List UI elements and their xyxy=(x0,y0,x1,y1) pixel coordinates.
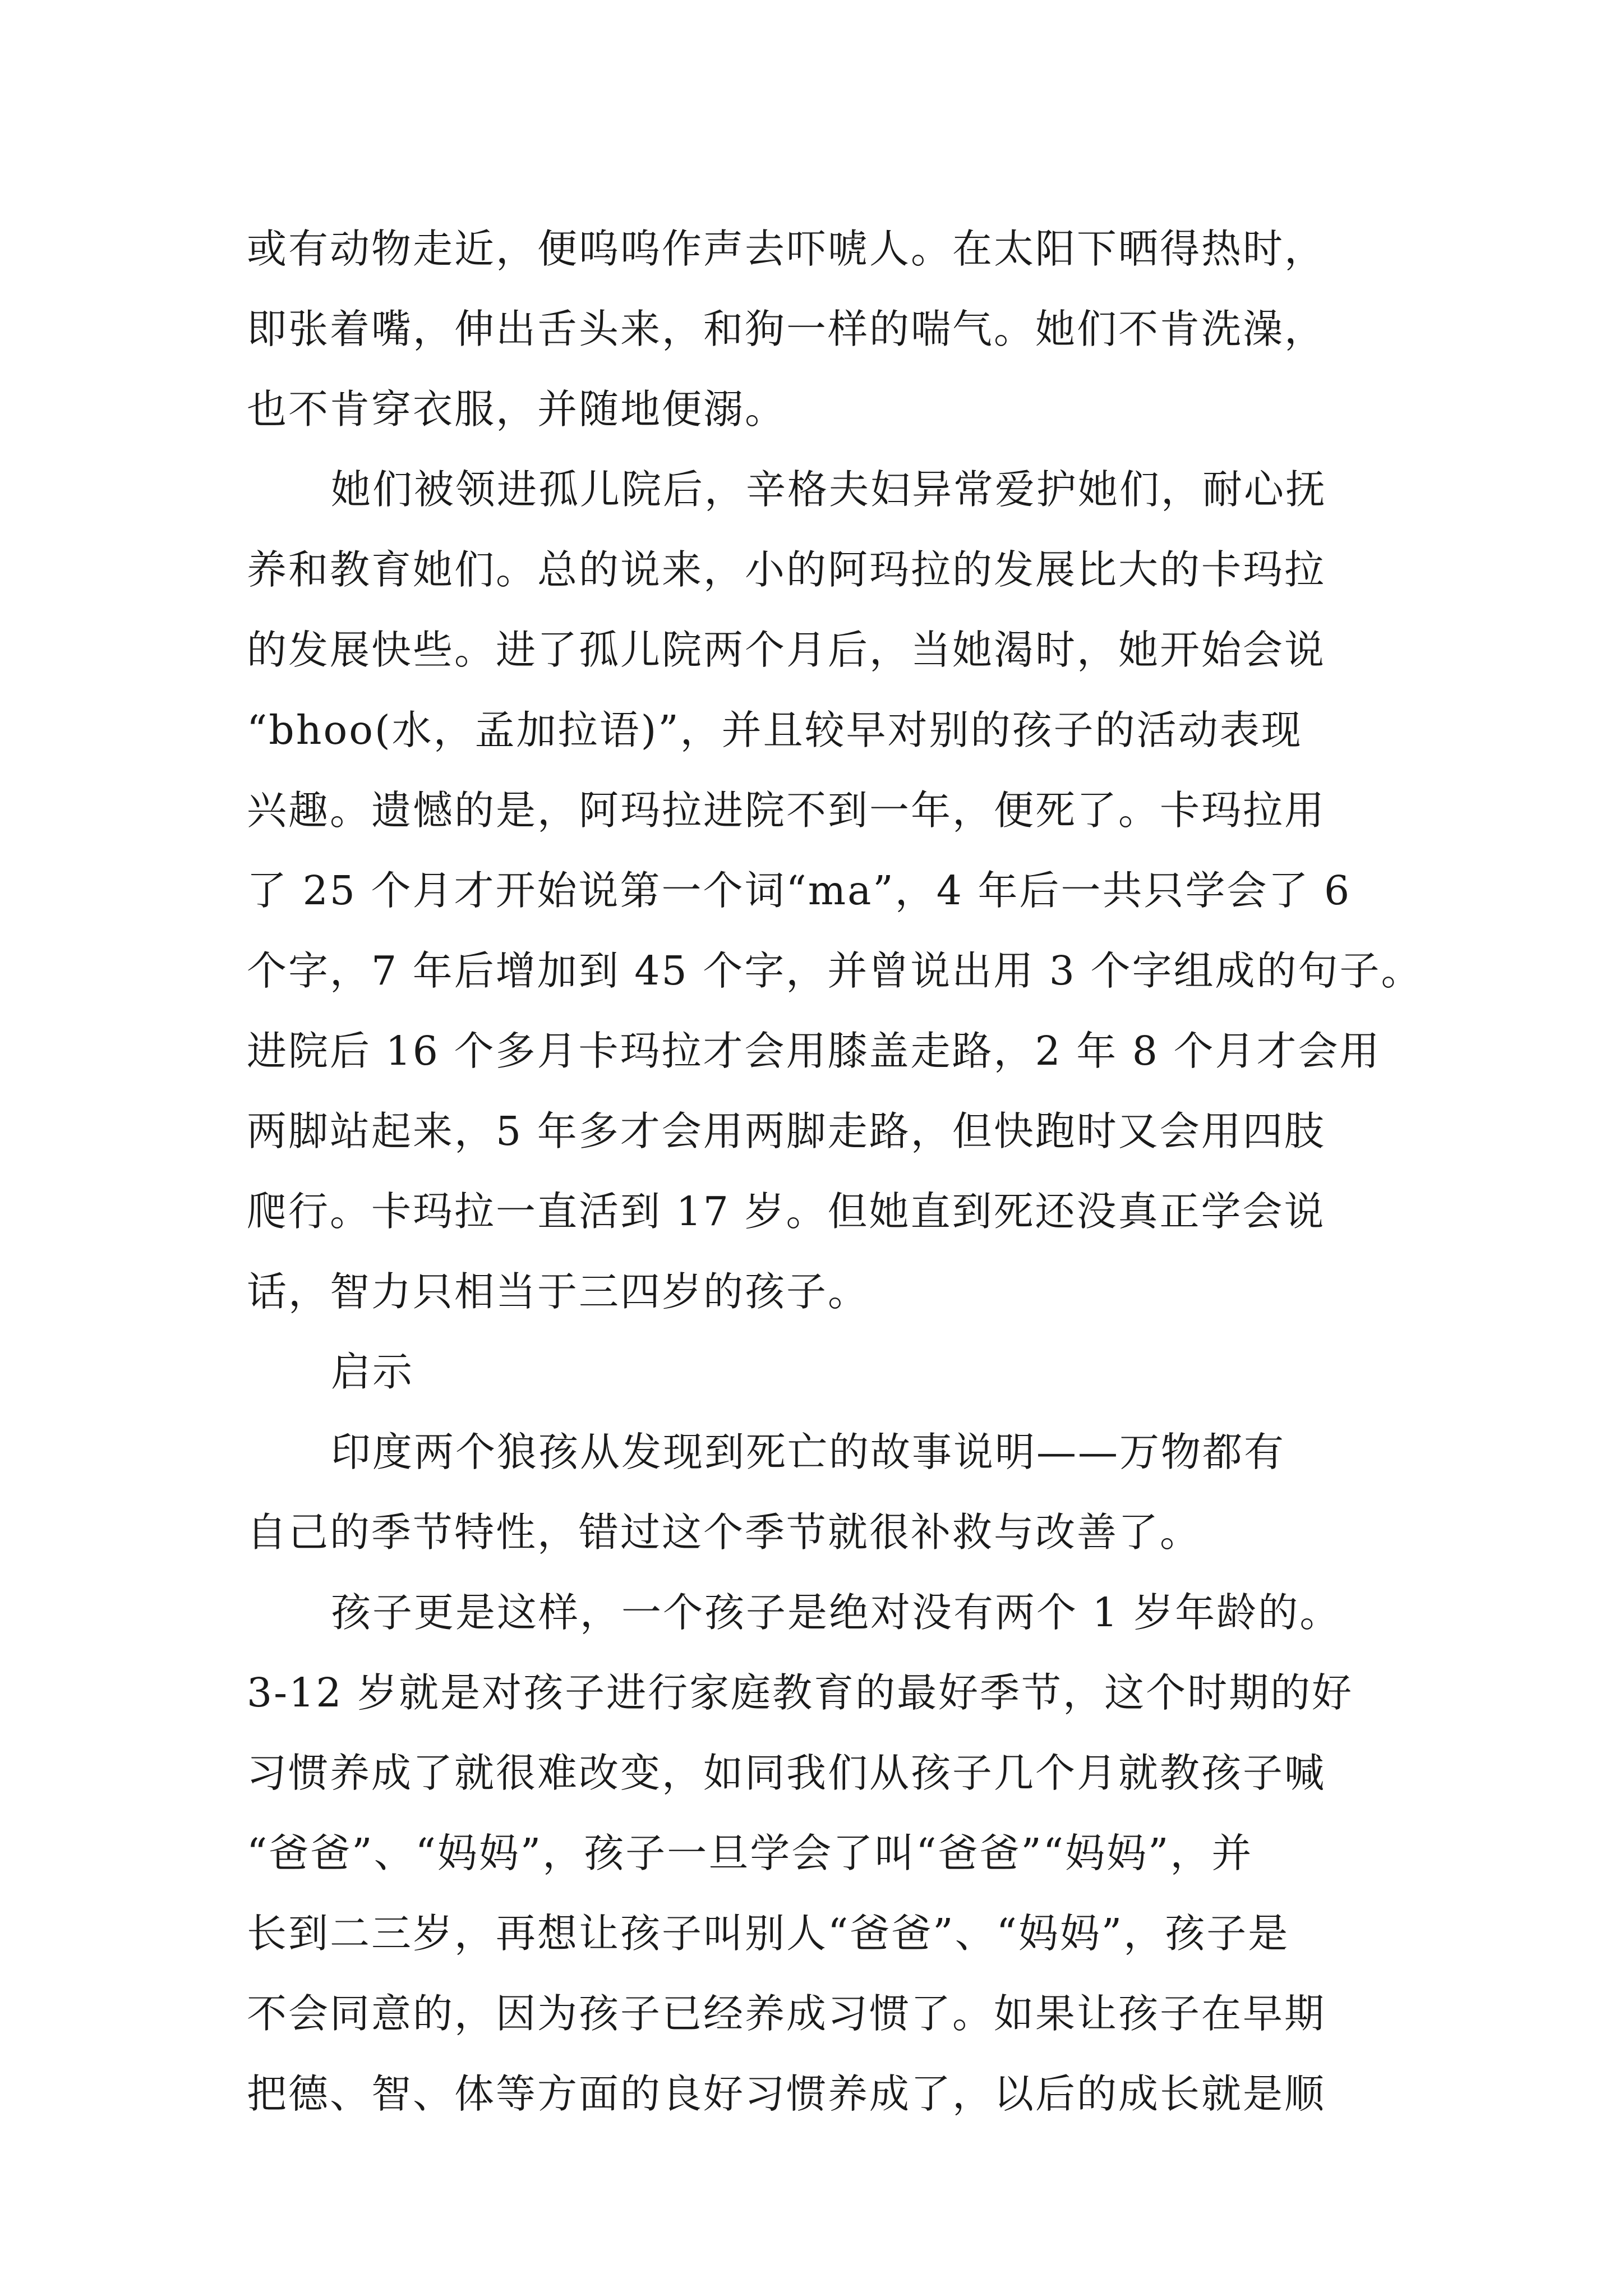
text-line: 两脚站起来，5 年多才会用两脚走路，但快跑时又会用四肢 xyxy=(247,1108,1326,1154)
text-line: 把德、智、体等方面的良好习惯养成了，以后的成长就是顺 xyxy=(247,2070,1326,2117)
text-line: 不会同意的，因为孩子已经养成习惯了。如果让孩子在早期 xyxy=(247,1990,1326,2037)
text-line: 或有动物走近，便呜呜作声去吓唬人。在太阳下晒得热时， xyxy=(247,226,1326,272)
body-text xyxy=(247,209,1423,2134)
text-line: 话，智力只相当于三四岁的孩子。 xyxy=(247,1268,870,1315)
text-line: 3-12 岁就是对孩子进行家庭教育的最好季节，这个时期的好 xyxy=(247,1669,1354,1716)
text-line: “bhoo(水，孟加拉语)”，并且较早对别的孩子的活动表现 xyxy=(247,707,1303,753)
text-line: 养和教育她们。总的说来，小的阿玛拉的发展比大的卡玛拉 xyxy=(247,546,1326,593)
text-line: 也不肯穿衣服，并随地便溺。 xyxy=(247,386,787,432)
text-line: 个字，7 年后增加到 45 个字，并曾说出用 3 个字组成的句子。 xyxy=(247,947,1423,994)
paragraph-start-line: 印度两个狼孩从发现到死亡的故事说明——万物都有 xyxy=(331,1429,1286,1475)
text-line: 爬行。卡玛拉一直活到 17 岁。但她直到死还没真正学会说 xyxy=(247,1188,1326,1235)
paragraph-start-line: 她们被领进孤儿院后，辛格夫妇异常爱护她们，耐心抚 xyxy=(331,466,1327,513)
text-line: 即张着嘴，伸出舌头来，和狗一样的喘气。她们不肯洗澡， xyxy=(247,306,1326,352)
text-line: 了 25 个月才开始说第一个词“ma”，4 年后一共只学会了 6 xyxy=(247,867,1352,914)
text-line: 长到二三岁，再想让孩子叫别人“爸爸”、“妈妈”，孩子是 xyxy=(247,1910,1290,1957)
text-line: 自己的季节特性，错过这个季节就很补救与改善了。 xyxy=(247,1509,1202,1556)
text-line: 兴趣。遗憾的是，阿玛拉进院不到一年，便死了。卡玛拉用 xyxy=(247,787,1326,834)
text-line: “爸爸”、“妈妈”，孩子一旦学会了叫“爸爸”“妈妈”，并 xyxy=(247,1830,1253,1876)
paragraph-start-line: 孩子更是这样，一个孩子是绝对没有两个 1 岁年龄的。 xyxy=(331,1589,1341,1636)
text-line: 习惯养成了就很难改变，如同我们从孩子几个月就教孩子喊 xyxy=(247,1750,1326,1796)
section-heading: 启示 xyxy=(331,1349,414,1395)
text-line: 进院后 16 个多月卡玛拉才会用膝盖走路，2 年 8 个月才会用 xyxy=(247,1028,1381,1074)
text-line: 的发展快些。进了孤儿院两个月后，当她渴时，她开始会说 xyxy=(247,627,1326,673)
